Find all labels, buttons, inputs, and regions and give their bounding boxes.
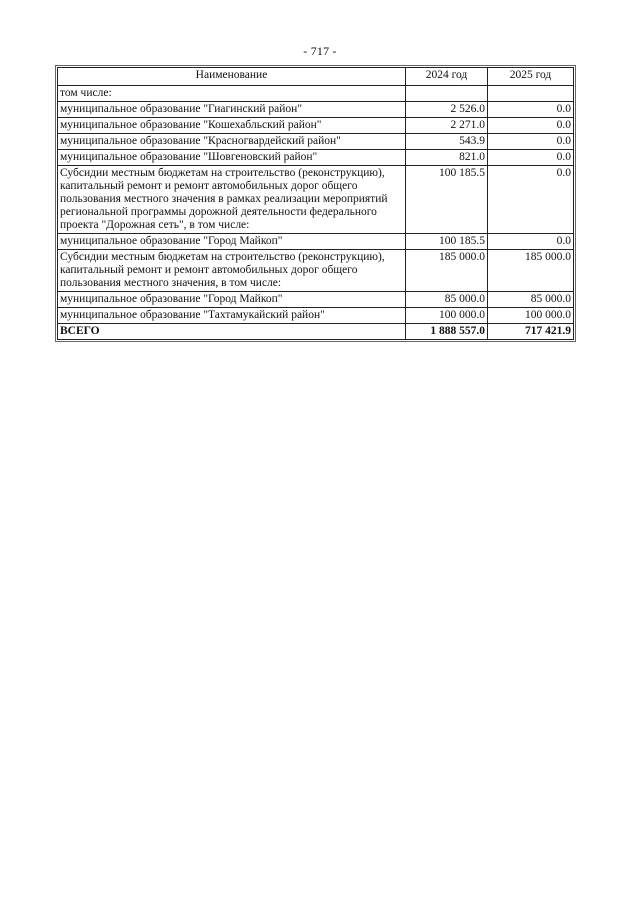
row-2025-value: 0.0 <box>488 134 574 150</box>
table-row <box>58 150 574 166</box>
header-2025: 2025 год <box>488 68 574 86</box>
total-2024-value: 1 888 557.0 <box>406 324 488 340</box>
row-2024-value: 100 185.5 <box>406 166 488 234</box>
table-row <box>58 118 574 134</box>
row-name: муниципальное образование "Гиагинский район" <box>58 102 406 118</box>
row-name: муниципальное образование "Красногвардейский район" <box>58 134 406 150</box>
budget-table <box>57 67 574 340</box>
row-2025-value: 0.0 <box>488 234 574 250</box>
table-row <box>58 292 574 308</box>
header-name: Наименование <box>58 68 406 86</box>
row-name: муниципальное образование "Тахтамукайский район" <box>58 308 406 324</box>
header-2024: 2024 год <box>406 68 488 86</box>
table-row <box>58 102 574 118</box>
row-2024-value: 100 185.5 <box>406 234 488 250</box>
table-row <box>58 86 574 102</box>
table-row <box>58 134 574 150</box>
table-row <box>58 166 574 234</box>
row-2024-value: 821.0 <box>406 150 488 166</box>
row-name: муниципальное образование "Шовгеновский район" <box>58 150 406 166</box>
table-row <box>58 234 574 250</box>
row-2025-value: 100 000.0 <box>488 308 574 324</box>
row-2024-value: 185 000.0 <box>406 250 488 292</box>
row-2024-value <box>406 86 488 102</box>
row-2025-value: 0.0 <box>488 150 574 166</box>
row-2025-value <box>488 86 574 102</box>
row-2025-value: 185 000.0 <box>488 250 574 292</box>
row-2024-value: 2 526.0 <box>406 102 488 118</box>
row-2025-value: 0.0 <box>488 166 574 234</box>
row-2024-value: 2 271.0 <box>406 118 488 134</box>
row-name: муниципальное образование "Город Майкоп" <box>58 292 406 308</box>
row-2025-value: 0.0 <box>488 102 574 118</box>
row-name: муниципальное образование "Кошехабльский район" <box>58 118 406 134</box>
row-2024-value: 85 000.0 <box>406 292 488 308</box>
row-2025-value: 85 000.0 <box>488 292 574 308</box>
row-name: том числе: <box>58 86 406 102</box>
row-name: Субсидии местным бюджетам на строительство (реконструкцию), капитальный ремонт и ремонт автомобильных дорог общего пользования местного значения в рамках реализации мероприятий региональной программы дорожной деятельности федерального проекта "Дорожная сеть", в том числе: <box>58 166 406 234</box>
row-2024-value: 100 000.0 <box>406 308 488 324</box>
row-name: муниципальное образование "Город Майкоп" <box>58 234 406 250</box>
row-name: Субсидии местным бюджетам на строительство (реконструкцию), капитальный ремонт и ремонт автомобильных дорог общего пользования местного значения, в том числе: <box>58 250 406 292</box>
total-row <box>58 324 574 340</box>
row-2025-value: 0.0 <box>488 118 574 134</box>
total-label: ВСЕГО <box>58 324 406 340</box>
row-2024-value: 543.9 <box>406 134 488 150</box>
table-row <box>58 308 574 324</box>
table-header-row <box>58 68 574 86</box>
table-row <box>58 250 574 292</box>
total-2025-value: 717 421.9 <box>488 324 574 340</box>
page-number: - 717 - <box>303 44 337 58</box>
